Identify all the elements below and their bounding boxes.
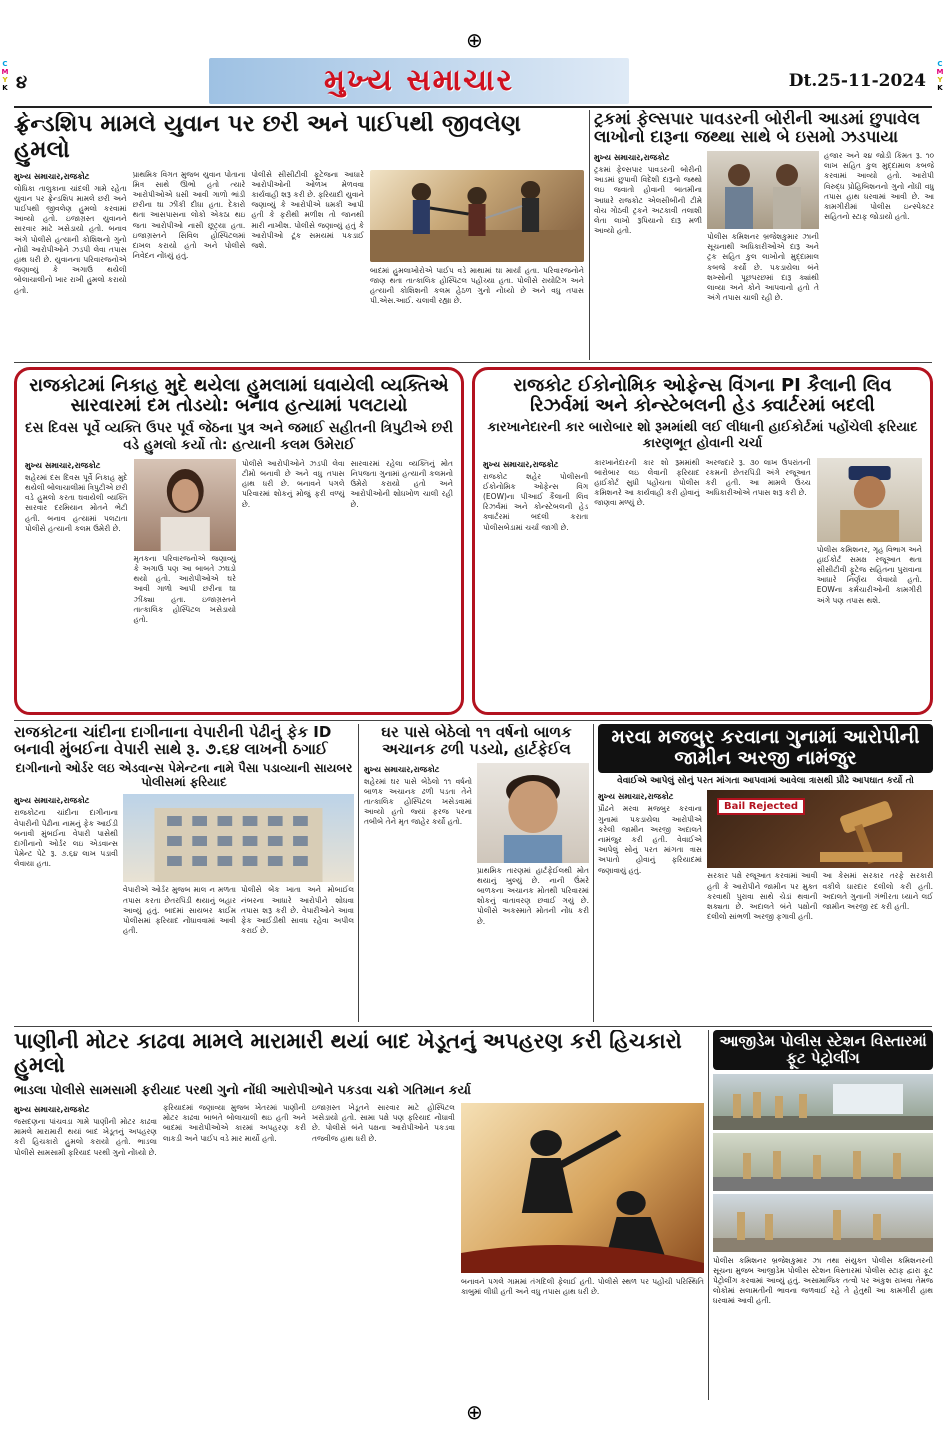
section-rule <box>14 720 932 721</box>
headline: આજીડેમ પોલીસ સ્ટેશન વિસ્તારમાં ફૂટ પેટ્રોલીંગ <box>713 1030 933 1070</box>
column-divider <box>708 1030 709 1400</box>
byline: મુખ્ય સમાચાર,રાજકોટ <box>364 764 440 774</box>
article-child-heart-failure <box>364 724 589 1022</box>
article-body: સારવારમાં રહેલા વ્યક્તિનું મોત નિપજતા ગુનામાં હત્યાની કલમનો ઉમેરો કરાયો હતો અને આરોપીઓની શોધખોળ ચાલી રહી છે. <box>350 458 453 509</box>
article-body: પ્રૌઢને મરવા મજબુર કરવાના ગુનામાં પકડાયેલા આરોપીએ કરેલી જામીન અરજી અદાલતે નામંજુર કરી હતી. વેવાઈએ આપેલું સોનું પરત માંગતા ત્રાસ અપાતો હોવાનું ફરિયાદમાં જણાવાયું હતું. <box>598 804 702 875</box>
headline: રાજકોટના ચાંદીના દાગીનાના વેપારીની પેઢીનું ફેક ID બનાવી મુંબઈના વેપારી સાથે રૂ. ૭.૬૪ લાખની ઠગાઈ <box>14 724 332 758</box>
subhead: વેવાઈએ આપેલું સોનું પરત માંગતા આપવામાં આવેલા ત્રાસથી પ્રૌઢે આપઘાત કર્યો તો <box>617 775 914 786</box>
photo-patrol-2 <box>713 1133 933 1191</box>
cmyk-strip-left: C M Y K <box>1 60 9 92</box>
article-body: ઇજાગ્રસ્ત ખેડૂતને સારવાર માટે હોસ્પિટલ ખસેડાયો હતો. સામા પક્ષે પણ ફરિયાદ નોંધાવી છે. પોલીસે બંને પક્ષના આરોપીઓને પકડવા તજવીજ હાથ ધરી છે. <box>311 1103 455 1143</box>
headline: પાણીની મોટર કાઢવા મામલે મારામારી થયાં બાદ ખેડૂતનું અપહરણ કરી હિચકારો હુમલો <box>14 1030 682 1077</box>
headline: રાજકોટમાં નિકાહ મુદે થયેલા હુમલામાં ઘવાયેલી વ્યક્તિએ સારવારમાં દમ તોડયો: બનાવ હત્યામાં પલટાયો <box>29 375 449 417</box>
section-rule <box>14 362 932 363</box>
registration-mark: ⊕ <box>466 28 483 52</box>
bail-rejected-stamp: Bail Rejected <box>717 798 805 815</box>
page-date: Dt.25-11-2024 <box>788 71 926 91</box>
masthead-rule <box>14 106 932 108</box>
article-body: પોલીસે આરોપીઓને ઝડપી લેવા ટીમો બનાવી છે અને વધુ તપાસ હાથ ધરી છે. બનાવને પગલે પરિવારમાં શોકનું મોજું ફરી વળ્યું છે. <box>242 458 345 509</box>
column-divider <box>589 110 590 360</box>
article-foot-patrolling <box>713 1030 933 1400</box>
article-nikah-murder <box>14 367 464 715</box>
cmyk-strip-right: C M Y K <box>936 60 944 92</box>
article-body: લોધિકા તાલુકાના ચાંદલી ગામે રહેતા યુવાન પર ફ્રેન્ડશિપ મામલે છરી અને પાઈપથી જીવલેણ હુમલો કરવામાં આવ્યો હતો. ઇજાગ્રસ્ત યુવાનને સારવાર માટે ખસેડાયો હતો. બનાવ અંગે પોલીસે હત્યાની કોશિશનો ગુનો નોંધી આરોપીઓને ઝડપી લેવા તપાસ હાથ ધરી છે. યુવાનના પરિવારજનોએ જણાવ્યું કે અગાઉ થયેલી બોલાચાલીનો ખાર રાખી હુમલો કરાયો હતો. <box>14 183 127 295</box>
headline: રાજકોટ ઈકોનોમિક ઓફેન્સ વિંગના PI કૈલાની લિવ રિઝર્વમાં અને કોન્સ્ટેબલની હેડ ક્વાર્ટરમાં બદલી <box>513 375 892 417</box>
byline: મુખ્ય સમાચાર,રાજકોટ <box>25 460 101 470</box>
byline: મુખ્ય સમાચાર,રાજકોટ <box>14 171 90 181</box>
article-body: રાજકોટ શહેર પોલીસની ઈકોનોમિક ઓફેન્સ વિંગ (EOW)ના પીઆઈ કૈલાની લિવ રિઝર્વમાં અને કોન્સ્ટેબલની હેડ ક્વાર્ટરમાં બદલી કરાતા પોલીસબેડામાં ચર્ચા જાગી છે. <box>483 471 589 532</box>
article-body: બનાવને પગલે ગામમાં તંગદિલી ફેલાઈ હતી. પોલીસે સ્થળ પર પહોંચી પરિસ્થિતિ કાબુમાં લીધી હતી અને વધુ તપાસ હાથ ધરી છે. <box>460 1277 704 1297</box>
article-body: હજાર અને ૨૪ જોડી કિંમત રૂ. ૧૦ લાખ સહિત કુલ મુદ્દામાલ કબજે કરવામાં આવ્યો હતો. આરોપી વિરુદ્ધ પ્રોહિબિશનનો ગુનો નોંધી વધુ તપાસ હાથ ધરવામાં આવી છે. આ કામગીરીમાં પોલીસ ઇન્સ્પેક્ટર સહિતનો સ્ટાફ જોડાયો હતો. <box>824 150 934 222</box>
article-body: અરજદારે રૂ. ૩૦ લાખ ઉપરાંતની રકમની છેતરપિંડી અંગે રજૂઆત કરી હતી. આ મામલે ઉચ્ચ અધિકારીઓએ તપાસ શરૂ કરી છે. <box>705 457 811 498</box>
subhead: ભાડલા પોલીસે સામસામી ફરીયાદ પરથી ગુનો નોંધી આરોપીઓને પકડવા ચક્રો ગતિમાન કર્યા <box>14 1082 471 1098</box>
registration-mark: ⊕ <box>466 1400 483 1424</box>
article-body: ટ્રકમાં ફેલ્સપાર પાવડરની બોરીની આડમાં છુપાવી વિદેશી દારૂનો જથ્થો લઇ જવાતો હોવાની બાતમીના આધારે રાજકોટ એલસીબીની ટીમે વોચ ગોઠવી ટ્રકને અટકાવી તલાશી લેતા લાખો રૂપિયાનો દારૂ મળી આવ્યો હતો. <box>594 164 702 236</box>
article-body: રાજકોટના ચાંદીના દાગીનાના વેપારીની પેઢીના નામનું ફેક આઈડી બનાવી મુંબઈના વેપારી પાસેથી દાગીનાનો ઓર્ડર લઇ એડવાન્સ પેમેન્ટ પેટે રૂ. ૭.૬૪ લાખ પડાવી લેવાયા હતા. <box>14 808 118 869</box>
article-body: પોલીસે સીસીટીવી ફૂટેજના આધારે આરોપીઓની ઓળખ મેળવવા કાર્યવાહી શરૂ કરી છે. ફરિયાદી યુવાને જણાવ્યું કે આરોપીએ ધમકી આપી હતી કે ફરીથી મળીશ તો જાનથી મારી નાખીશ. પોલીસે જણાવ્યું હતું કે આરોપીઓ ટૂંક સમયમાં પકડાઈ જશે. <box>251 169 364 250</box>
byline: મુખ્ય સમાચાર,રાજકોટ <box>598 792 674 802</box>
photo-victim <box>134 459 237 551</box>
article-bail-rejected <box>598 724 933 1022</box>
article-friendship-attack <box>14 112 584 360</box>
photo-child <box>477 763 589 863</box>
column-divider <box>358 724 359 1022</box>
section-rule <box>14 1026 932 1027</box>
article-body: શહેરમાં ઘર પાસે બેઠેલો ૧૧ વર્ષનો બાળક અચાનક ઢળી પડતા તેને તાત્કાલિક હોસ્પિટલ ખસેડવામાં આવ્યો હતો જ્યાં ફરજ પરના તબીબે તેને મૃત જાહેર કર્યો હતો. <box>364 776 472 827</box>
article-body: પોલીસે બેંક ખાતા અને મોબાઈલ નંબરના આધારે આરોપીને શોધવા તપાસ શરૂ કરી છે. વેપારીઓને આવા ફેક આઈડીથી સાવધ રહેવા અપીલ કરાઈ છે. <box>241 885 354 936</box>
section-title: મુખ્ય સમાચાર <box>323 63 515 98</box>
article-body: ફરિયાદમાં જણાવ્યા મુજબ ખેતરમાં પાણીની મોટર કાઢવા બાબતે બોલાચાલી થઇ હતી અને બાદમાં આરોપીઓએ કારમાં અપહરણ કરી લાકડી અને પાઈપ વડે માર માર્યો હતો. <box>162 1103 306 1143</box>
photo-building <box>123 794 354 882</box>
section-banner <box>209 58 629 104</box>
article-liquor-seizure <box>594 110 934 360</box>
byline: મુખ્ય સમાચાર,રાજકોટ <box>483 459 559 469</box>
article-body: પોલીસ કમિશનર બ્રજેશકુમાર ઝાની સૂચનાથી અધિકારીઓએ દારૂ અને ટ્રક સહિત કુલ લાખોનો મુદ્દામાલ કબજે કર્યો છે. પકડાયેલા બંને શખ્સોની પૂછપરછમાં દારૂ ક્યાંથી લાવ્યા અને કોને આપવાનો હતો તે અંગે તપાસ ચાલી રહી છે. <box>707 231 819 303</box>
column-divider <box>593 724 594 1022</box>
photo-caption: પોલીસ કમિશનર બ્રજેશકુમાર ઝા તથા સંયુક્ત પોલીસ કમિશનરની સૂચના મુજબ આજીડેમ પોલીસ સ્ટેશન વિસ્તારમાં પોલીસ સ્ટાફ દ્વારા ફૂટ પેટ્રોલીંગ કરવામાં આવ્યું હતું. અસામાજિક તત્વો પર અંકુશ રાખવા તેમજ લોકોમાં સલામતીની ભાવના જળવાઈ રહે તે હેતુથી આ કામગીરી હાથ ધરવામાં આવી હતી. <box>713 1255 933 1305</box>
byline: મુખ્ય સમાચાર,રાજકોટ <box>14 796 90 806</box>
headline: ઘર પાસે બેઠેલો ૧૧ વર્ષનો બાળક અચાનક ઢળી પડયો, હાર્ટફેઈલ <box>381 724 572 758</box>
headline: ફ્રેન્ડશિપ મામલે યુવાન પર છરી અને પાઈપથી જીવલેણ હુમલો <box>14 112 521 163</box>
article-fake-id-fraud <box>14 724 354 1022</box>
headline: ટ્રકમાં ફેલ્સપાર પાવડરની બોરીની આડમાં છુપાવેલ લાખોનો દારૂના જથ્થા સાથે બે ઇસમો ઝડપાયા <box>594 110 920 147</box>
article-body: સરકાર પક્ષે રજૂઆત કરવામાં આવી હતી કે આરોપીને જામીન પર મુક્ત કરવાથી પુરાવા સાથે ચેડાં થવાની શક્યતા છે. અદાલતે બંને પક્ષોની દલીલો સાંભળી અરજી ફગાવી હતી. <box>707 871 818 922</box>
article-body: બાદમાં હુમલાખોરોએ પાઈપ વડે માથામાં ઘા માર્યા હતા. પરિવારજનોને જાણ થતા તાત્કાલિક હોસ્પિટલ પહોંચ્યા હતા. પોલીસે રાયોટિંગ અને હત્યાની કોશિશની કલમ હેઠળ ગુનો નોંધ્યો છે અને વધુ તપાસ પી.એસ.આઈ. ચલાવી રહ્યા છે. <box>369 265 584 306</box>
article-body: મૃતકના પરિવારજનોએ જણાવ્યું કે અગાઉ પણ આ બાબતે ઝઘડો થયો હતો. આરોપીઓએ ઘરે આવી ગાળો આપી છરીના ઘા ઝીંક્યા હતા. ઇજાગ્રસ્તને તાત્કાલિક હોસ્પિટલ ખસેડાયો હતો. <box>133 553 236 624</box>
article-body: જસદણના પાંચવડા ગામે પાણીની મોટર કાઢવા મામલે મારામારી થયાં બાદ ખેડૂતનું અપહરણ કરી હિચકારો હુમલો કરાયો હતો. ભાડલા પોલીસે સામસામી ફરિયાદ પરથી ગુનો નોંધ્યો છે. <box>14 1117 157 1157</box>
article-body: પોલીસ કમિશનર, ગૃહ વિભાગ અને હાઈકોર્ટ સમક્ષ રજૂઆત થતા સીસીટીવી ફૂટેજ સહિતના પુરાવાના આધારે નિર્ણય લેવાયો હતો. EOWના કર્મચારીઓની કામગીરી અંગે પણ તપાસ થશે. <box>816 544 922 605</box>
article-body: કારખાનેદારની કાર શો રૂમમાંથી બારોબાર લઇ લેવાની ફરિયાદ હાઈકોર્ટ સુધી પહોંચતા પોલીસ કમિશનરે આ કાર્યવાહી કરી હોવાનું જાણવા મળ્યું છે. <box>594 457 700 508</box>
headline: મરવા મજબુર કરવાના ગુનામાં આરોપીની જામીન અરજી નામંજુર <box>598 724 933 773</box>
photo-officer <box>817 458 922 542</box>
subhead: દસ દિવસ પૂર્વે વ્યક્તિ ઉપર પૂર્વ જેઠના પુત્ર અને જમાઈ સહીતની ત્રિપુટીએ છરી વડે હુમલો કર્યો તો: હત્યાની કલમ ઉમેરાઈ <box>25 420 453 453</box>
masthead <box>14 58 932 104</box>
photo-patrol-1 <box>713 1074 933 1130</box>
article-eow-transfer <box>472 367 933 715</box>
page-number: ૪ <box>16 72 28 93</box>
byline: મુખ્ય સમાચાર,રાજકોટ <box>594 152 670 162</box>
article-farmer-kidnap <box>14 1030 704 1400</box>
illustration-violence <box>461 1103 704 1273</box>
subhead: દાગીનાનો ઓર્ડર લઇ એડવાન્સ પેમેન્ટના નામે પૈસા પડાવ્યાની સાયબર પોલીસમાં ફરિયાદ <box>15 760 353 789</box>
photo-accused <box>707 151 819 229</box>
illustration-attack <box>370 170 584 262</box>
article-body: પ્રાથમિક વિગત મુજબ યુવાન પોતાના મિત્ર સાથે ઊભો હતો ત્યારે આરોપીઓએ ધસી આવી ગાળો ભાંડી છરીના ઘા ઝીંકી દીધા હતા. દેકારો થતા આસપાસના લોકો એકઠા થઇ જતા આરોપીઓ નાસી છૂટ્યા હતા. ઇજાગ્રસ્તને સિવિલ હોસ્પિટલમાં દાખલ કરાયો હતો અને પોલીસે નિવેદન નોંધ્યું હતું. <box>132 169 246 261</box>
subhead: કારખાનેદારની કાર બારોબાર શો રૂમમાંથી લઈ લીધાની હાઈકોર્ટમાં પહોંચેલી ફરિયાદ કારણભૂત હોવાની ચર્ચા <box>487 420 918 451</box>
article-body: વેપારીએ ઓર્ડર મુજબ માલ ન મળતા તપાસ કરતા છેતરપિંડી થયાનું બહાર આવ્યું હતું. બાદમાં સાયબર ક્રાઈમ પોલીસમાં ફરિયાદ નોંધાવવામાં આવી હતી. <box>123 885 236 936</box>
article-body: શહેરમાં દસ દિવસ પૂર્વે નિકાહ મુદે થયેલી બોલાચાલીમાં ત્રિપુટીએ છરી વડે હુમલો કરતા ઘવાયેલી વ્યક્તિ સારવાર દરમિયાન મોતને ભેટી હતી. બનાવ હત્યામાં પલટાતા પોલીસે હત્યાની કલમ ઉમેરી છે. <box>25 472 128 533</box>
article-body: પ્રાથમિક તારણમાં હાર્ટફેઈલથી મોત થયાનું ખુલ્યું છે. નાની ઉંમરે બાળકના અચાનક મોતથી પરિવારમાં શોકનું વાતાવરણ છવાઈ ગયું છે. પોલીસે અકસ્માતે મોતની નોંધ કરી છે. <box>477 865 589 926</box>
byline: મુખ્ય સમાચાર,રાજકોટ <box>14 1105 90 1115</box>
photo-gavel <box>707 790 933 868</box>
photo-patrol-3 <box>713 1194 933 1252</box>
article-body: આ કેસમાં સરકાર તરફે સરકારી વકીલે ધારદાર દલીલો કરી હતી. અદાલતે ગુનાની ગંભીરતા ધ્યાને લઈ જામીન અરજી રદ કરી હતી. <box>822 871 933 911</box>
